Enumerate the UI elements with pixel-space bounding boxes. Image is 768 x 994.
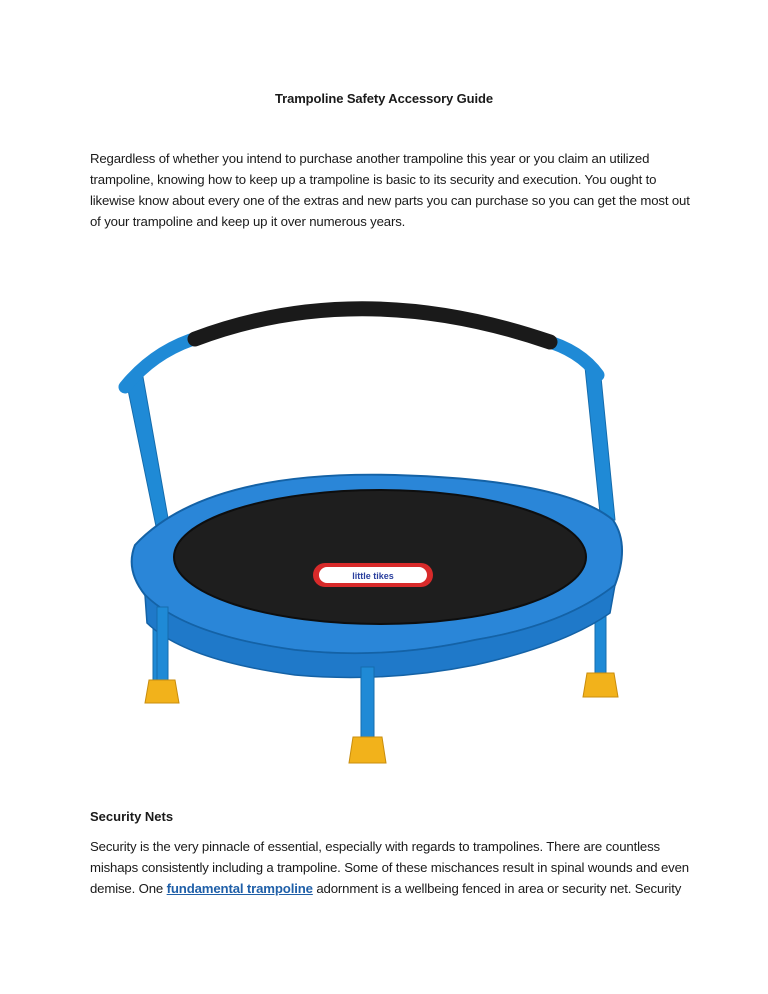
brand-logo (313, 563, 433, 587)
trampoline-leg-front-center (361, 667, 374, 742)
trampoline-leg-front-left (157, 607, 168, 687)
intro-paragraph: Regardless of whether you intend to purchase another trampoline this year or you claim an utilized trampoline, knowing how to keep up a trampoline is basic to its security and execution. You ought to likewise know about every one of the extras and new parts you can purchase so you can get the most out of your trampoline and keep up it over numerous years. (90, 151, 690, 229)
trampoline-foot-left (145, 680, 179, 703)
brand-logo-text: little tikes (352, 571, 394, 581)
handle-pole-left (127, 377, 171, 541)
handle-grip (195, 309, 550, 342)
handle-curve-left (125, 337, 200, 387)
section-heading-security-nets: Security Nets (90, 809, 174, 824)
security-nets-paragraph (90, 836, 700, 899)
paragraph-text-end: adornment is a wellbeing fenced in area or security net. Security (312, 881, 682, 896)
trampoline-foot-center (349, 737, 386, 763)
trampoline-foot-right (583, 673, 618, 697)
paragraph-text-start: Security is the very pinnacle of essential, especially with regards to trampolines. There are countless mishaps consistently including a trampoline. Some of these mischances result in spinal wounds and even demise. One (90, 839, 689, 896)
handle-pole-right (585, 367, 615, 523)
fundamental-trampoline-link[interactable]: fundamental trampoline (166, 881, 313, 896)
trampoline-image (95, 295, 655, 775)
document-title: Trampoline Safety Accessory Guide (274, 91, 494, 106)
